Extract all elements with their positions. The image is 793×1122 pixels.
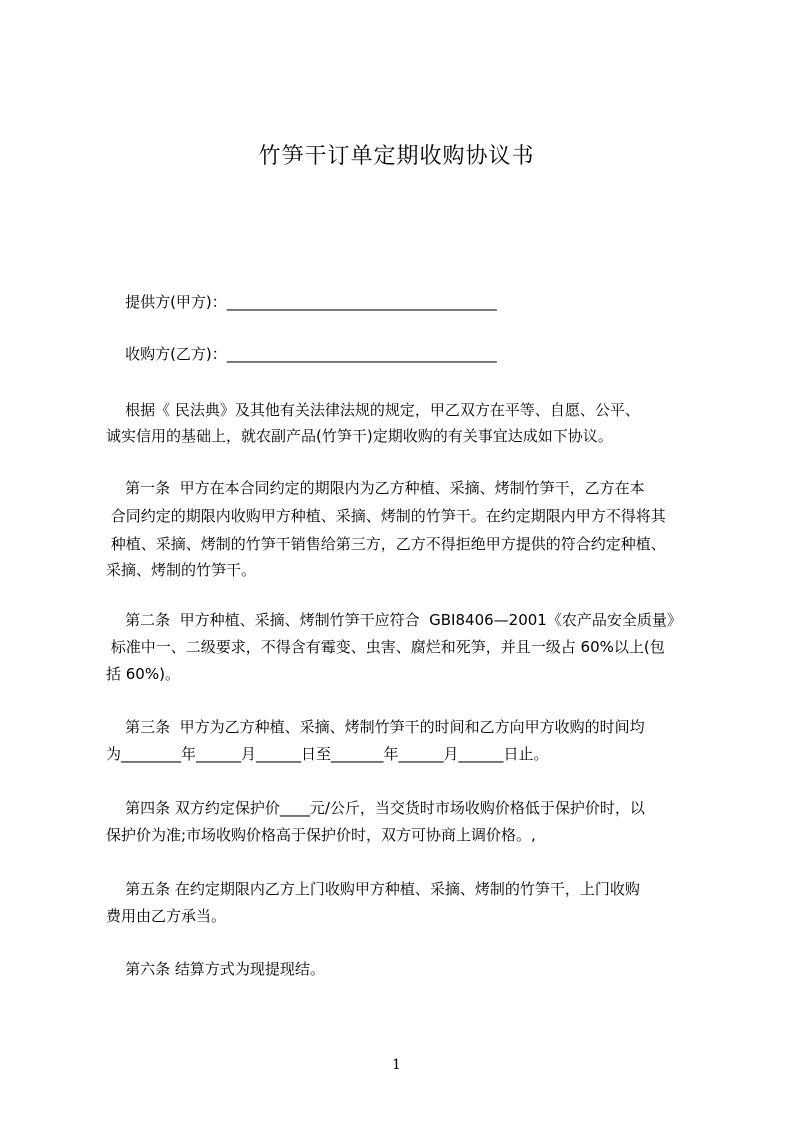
article-3-line-2: 为________年______月______日至_______年______月______日止。 (106, 745, 549, 763)
article-2-line-3: 括 60%)。 (106, 665, 180, 683)
article-4-line-1: 第四条 双方约定保护价____元/公斤，当交货时市场收购价格低于保护价时，以 (106, 799, 645, 817)
preamble-line-2: 诚实信用的基础上，就农副产品(竹笋干)定期收购的有关事宜达成如下协议。 (106, 427, 613, 445)
article-4-line-2: 保护价为准;市场收购价格高于保护价时，双方可协商上调价格。, (106, 826, 536, 844)
document-title: 竹笋干订单定期收购协议书 (258, 144, 535, 169)
preamble-line-1: 根据《 民法典》及其他有关法律法规的规定，甲乙双方在平等、自愿、公平、 (106, 401, 640, 419)
buyer-party-line: 收购方(乙方)：____________________________________ (106, 345, 497, 363)
article-6-line-1: 第六条 结算方式为现提现结。 (106, 960, 325, 978)
article-1-line-1: 第一条 甲方在本合同约定的期限内为乙方种植、采摘、烤制竹笋干，乙方在本 (106, 479, 645, 497)
article-2-line-1: 第二条 甲方种植、采摘、烤制竹笋干应符合 GBI8406—2001《农产品安全质量》 (106, 611, 682, 629)
article-1-line-4: 采摘、烤制的竹笋干。 (106, 561, 257, 579)
supplier-party-line: 提供方(甲方)：____________________________________ (106, 293, 497, 311)
article-1-line-3: 种植、采摘、烤制的竹笋干销售给第三方，乙方不得拒绝甲方提供的符合约定种植、 (106, 535, 666, 553)
article-5-line-2: 费用由乙方承当。 (106, 907, 227, 925)
page-number: 1 (392, 1057, 401, 1073)
article-2-line-2: 标准中一、二级要求，不得含有霉变、虫害、腐烂和死笋，并且一级占 60%以上(包 (106, 638, 665, 656)
article-3-line-1: 第三条 甲方为乙方种植、采摘、烤制竹笋干的时间和乙方向甲方收购的时间均 (106, 718, 645, 736)
article-5-line-1: 第五条 在约定期限内乙方上门收购甲方种植、采摘、烤制的竹笋干，上门收购 (106, 880, 640, 898)
article-1-line-2: 合同约定的期限内收购甲方种植、采摘、烤制的竹笋干。在约定期限内甲方不得将其 (106, 507, 666, 525)
